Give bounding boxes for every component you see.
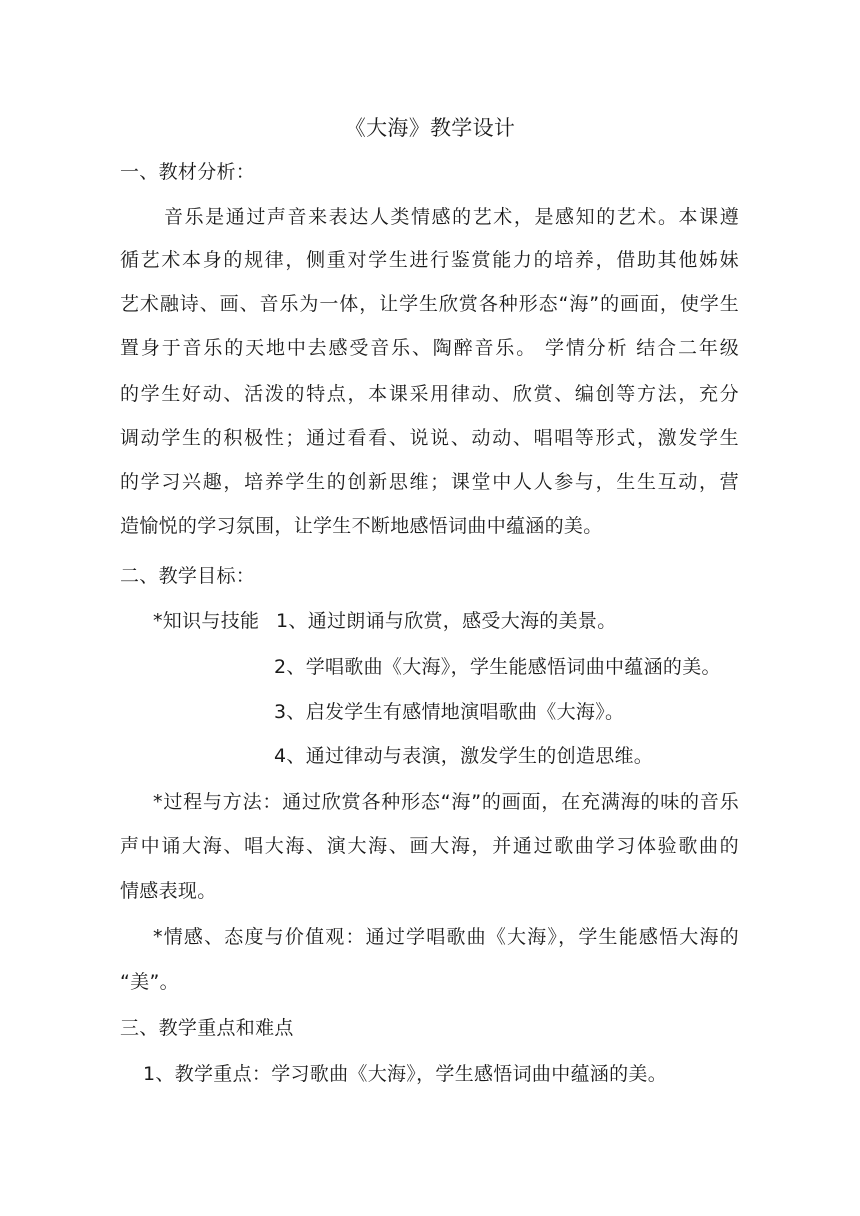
process-method-line: *过程与方法：通过欣赏各种形态“海”的画面，在充满海的味的音乐 [153,791,739,813]
key-point-item: 1、教学重点：学习歌曲《大海》，学生感悟词曲中蕴涵的美。 [143,1063,667,1085]
process-method-line: 声中诵大海、唱大海、演大海、画大海，并通过歌曲学习体验歌曲的 [120,835,739,857]
paragraph-line: 造愉悦的学习氛围，让学生不断地感悟词曲中蕴涵的美。 [120,515,603,537]
paragraph-line: 音乐是通过声音来表达人类情感的艺术，是感知的艺术。本课遵 [164,206,739,228]
emotion-values-line: “美”。 [120,971,179,993]
knowledge-skills-label: *知识与技能 [153,610,260,632]
section-heading-material-analysis: 一、教材分析： [120,161,256,183]
document-title: 《大海》教学设计 [344,116,516,140]
paragraph-line: 的学生好动、活泼的特点，本课采用律动、欣赏、编创等方法，充分 [120,383,739,405]
emotion-values-line: *情感、态度与价值观：通过学唱歌曲《大海》，学生能感悟大海的 [153,926,739,948]
paragraph-line: 置身于音乐的天地中去感受音乐、陶醉音乐。 学情分析 结合二年级 [120,337,739,359]
process-method-line: 情感表现。 [120,880,217,902]
section-heading-key-points: 三、教学重点和难点 [120,1017,294,1039]
paragraph-line: 的学习兴趣，培养学生的创新思维；课堂中人人参与，生生互动，营 [120,471,739,493]
goal-item: 3、启发学生有感情地演唱歌曲《大海》。 [274,701,625,723]
paragraph-line: 调动学生的积极性；通过看看、说说、动动、唱唱等形式，激发学生 [120,427,739,449]
goal-item: 4、通过律动与表演，激发学生的创造思维。 [274,745,654,767]
goal-item: 2、学唱歌曲《大海》，学生能感悟词曲中蕴涵的美。 [274,656,721,678]
paragraph-line: 艺术融诗、画、音乐为一体，让学生欣赏各种形态“海”的画面，使学生 [120,293,739,315]
goal-item: 1、通过朗诵与欣赏，感受大海的美景。 [276,610,617,632]
paragraph-line: 循艺术本身的规律，侧重对学生进行鉴赏能力的培养，借助其他姊妹 [120,249,739,271]
section-heading-teaching-goals: 二、教学目标： [120,565,256,587]
